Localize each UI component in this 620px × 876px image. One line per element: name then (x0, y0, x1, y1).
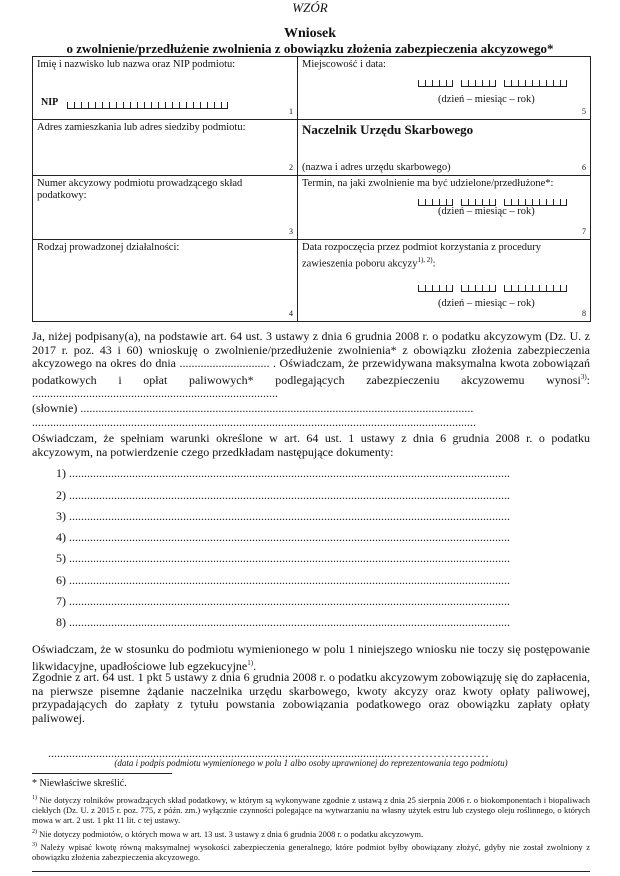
field-1-name-nip[interactable] (33, 57, 298, 120)
footnote-star: * Niewłaściwe skreślić. (32, 778, 127, 789)
document-item[interactable]: 3) ................................................................................................................................................... (56, 509, 510, 523)
field-3-excise-number[interactable] (33, 176, 298, 240)
amount-in-words[interactable]: (słownie) ................................................................................................................................... (32, 402, 474, 415)
signature-line[interactable]: ...................................................................................................................…………………… (48, 746, 489, 760)
request-paragraph: Ja, niżej podpisany(a), na podstawie art. 64 ust. 3 ustawy z dnia 6 grudnia 2008 r. o podatku akcyzowym (Dz. U. z 2017 r. poz. 43 i 60) wnioskuję o zwolnienie/przedłużenie zwolnienia* z obowiązku złożenia zabezpieczenia akcyzowego na okres do dnia .............................. . Oświadczam, że przewidywana maksymalna kwota zobowiązań podatkowych i opłat paliwowych* podlegających zabezpieczeniu akcyzowemu wynosi$^{3)}$: .................................................................................. (32, 329, 590, 400)
field-8-label: Data rozpoczęcia przez podmiot korzystania z procedury zawieszenia poboru akcyzy$^{1), 2)}$: (302, 242, 542, 270)
footnote-1: $^{1)}$ Nie dotyczy rolników prowadzących skład podatkowy, w którym są wykonywane zgodnie z ustawą z dnia 25 sierpnia 2006 r. o biokomponentach i biopaliwach ciekłych (Dz. U. z 2015 r. poz. 775, z późn. zm.) wyłącznie czynności polegające na wytwarzaniu na własny użytek estru lub czystego oleju roślinnego, o których mowa w art. 2 ust. 1 pkt 11 lit. c tej ustawy. (32, 794, 591, 825)
field-2-address[interactable] (33, 120, 298, 176)
field-7-term[interactable] (298, 176, 591, 240)
form-fields-table (32, 56, 591, 322)
field-6-label: Naczelnik Urzędu Skarbowego (302, 122, 474, 137)
signature-caption: (data i podpis podmiotu wymienionego w polu 1 albo osoby uprawnionej do reprezentowania tego podmiotu) (114, 758, 508, 768)
field-number: 5 (582, 107, 586, 116)
field-number: 3 (289, 227, 293, 236)
form-subtitle: o zwolnienie/przedłużenie zwolnienia z obowiązku złożenia zabezpieczenia akcyzowego* (66, 41, 554, 56)
document-item[interactable]: 8) ................................................................................................................................................... (56, 615, 510, 629)
field-4-label: Rodzaj prowadzonej działalności: (37, 242, 180, 253)
nip-label: NIP (41, 97, 59, 108)
document-item[interactable]: 4) ................................................................................................................................................... (56, 530, 510, 544)
payment-obligation: Zgodnie z art. 64 ust. 1 pkt 5 ustawy z dnia 6 grudnia 2008 r. o podatku akcyzowym zobowiązuję się do zapłacenia, na pierwsze pisemne żądanie naczelnika urzędu skarbowego, kwoty akcyzy oraz kwoty opłaty paliwowej, przypadających do zapłaty z tytułu powstania zobowiązania podatkowego oraz obowiązku zapłaty opłaty paliwowej. (32, 670, 590, 725)
date-hint: (dzień – miesiąc – rok) (438, 298, 535, 309)
documents-paragraph: Oświadczam, że spełniam warunki określone w art. 64 ust. 1 ustawy z dnia 6 grudnia 2008 r. o podatku akcyzowym, na potwierdzenie czego przedkładam następujące dokumenty: (32, 431, 590, 459)
document-item[interactable]: 1) ................................................................................................................................................... (56, 466, 510, 480)
field-5-label: Miejscowość i data: (302, 59, 386, 70)
date-boxes[interactable] (418, 280, 567, 292)
document-item[interactable]: 6) ................................................................................................................................................... (56, 573, 510, 587)
field-number: 4 (289, 309, 293, 318)
liquidation-statement: Oświadczam, że w stosunku do podmiotu wymienionego w polu 1 niniejszego wniosku nie toczy się postępowanie likwidacyjne, upadłościowe lub egzekucyjne$^{1)}$. (32, 642, 590, 673)
footnote-2: $^{2)}$ Nie dotyczy podmiotów, o których mowa w art. 13 ust. 3 ustawy z dnia 6 grudnia 2008 r. o podatku akcyzowym. (32, 828, 424, 839)
field-8-procedure-start[interactable] (298, 240, 591, 322)
date-boxes[interactable] (418, 75, 567, 87)
field-number: 8 (582, 309, 586, 318)
document-item[interactable]: 5) ................................................................................................................................................... (56, 551, 510, 565)
date-hint: (dzień – miesiąc – rok) (438, 94, 535, 105)
footnote-divider (32, 773, 172, 774)
field-1-label: Imię i nazwisko lub nazwa oraz NIP podmiotu: (37, 59, 236, 70)
template-label: WZÓR (292, 0, 328, 15)
nip-boxes[interactable] (67, 97, 228, 109)
dotted-line[interactable]: .................................................................................................................................................... (32, 416, 476, 429)
field-number: 2 (289, 163, 293, 172)
tax-office-hint: (nazwa i adres urzędu skarbowego) (302, 162, 451, 173)
field-number: 7 (582, 227, 586, 236)
bottom-rule (32, 871, 590, 872)
field-6-tax-office[interactable] (298, 120, 591, 176)
date-boxes[interactable] (418, 194, 567, 206)
field-number: 6 (582, 163, 586, 172)
field-5-place-date[interactable] (298, 57, 591, 120)
field-4-activity[interactable] (33, 240, 298, 322)
field-2-label: Adres zamieszkania lub adres siedziby podmiotu: (37, 122, 246, 133)
footnote-ref: 1), 2) (417, 256, 433, 264)
field-number: 1 (289, 107, 293, 116)
document-item[interactable]: 2) ................................................................................................................................................... (56, 488, 510, 502)
date-hint: (dzień – miesiąc – rok) (438, 206, 535, 217)
footnote-3: $^{3)}$ Należy wpisać kwotę równą maksymalnej wysokości zabezpieczenia generalnego, które podmiot byłby obowiązany złożyć, gdyby nie został zwolniony z obowiązku złożenia zabezpieczenia akcyzowego. (32, 841, 591, 862)
form-title: Wniosek (283, 26, 337, 41)
field-7-label: Termin, na jaki zwolnienie ma być udzielone/przedłużone*: (302, 178, 554, 189)
field-3-label: Numer akcyzowy podmiotu prowadzącego skład podatkowy: (37, 178, 243, 201)
document-item[interactable]: 7) ................................................................................................................................................... (56, 594, 510, 608)
